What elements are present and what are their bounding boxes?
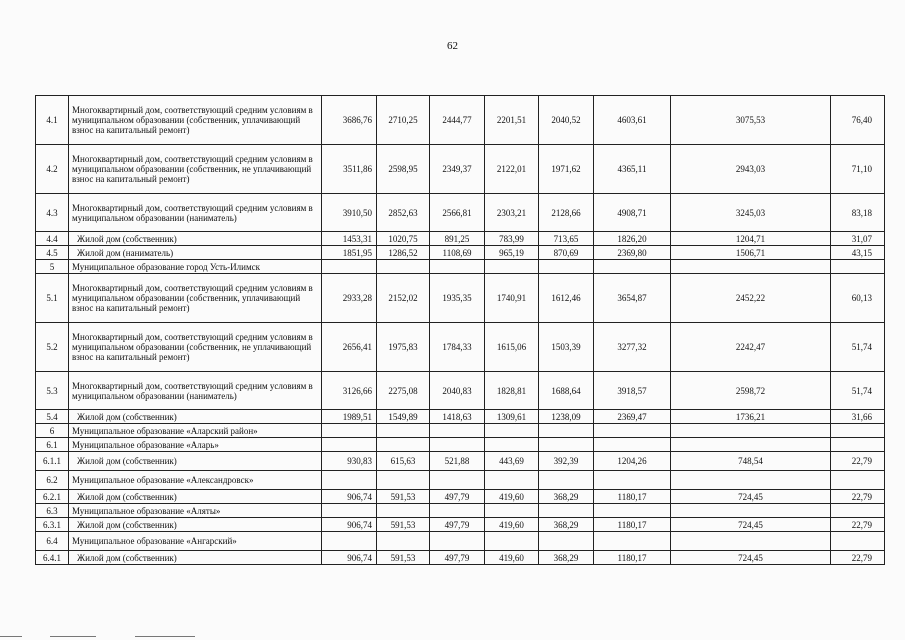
value-cell: 591,53	[377, 551, 430, 565]
value-cell	[322, 532, 377, 551]
value-cell: 724,45	[671, 551, 831, 565]
value-cell: 60,13	[831, 274, 885, 323]
value-cell	[831, 532, 885, 551]
scan-artifact	[50, 636, 96, 637]
row-name: Многоквартирный дом, соответствующий средним условиям в муниципальном образовании (собственник, уплачивающий взнос на капитальный ремонт)	[69, 274, 322, 323]
value-cell: 22,79	[831, 452, 885, 471]
value-cell	[485, 532, 539, 551]
value-cell: 31,07	[831, 232, 885, 246]
value-cell: 419,60	[485, 490, 539, 504]
value-cell: 497,79	[430, 551, 485, 565]
value-cell	[430, 471, 485, 490]
value-cell	[539, 471, 594, 490]
value-cell: 2242,47	[671, 323, 831, 372]
value-cell: 2040,52	[539, 96, 594, 145]
value-cell: 1204,71	[671, 232, 831, 246]
value-cell: 497,79	[430, 518, 485, 532]
table-row	[36, 504, 885, 518]
value-cell: 4908,71	[594, 194, 671, 232]
value-cell	[377, 504, 430, 518]
table-row	[36, 274, 885, 323]
value-cell: 1615,06	[485, 323, 539, 372]
row-code: 5.3	[36, 372, 69, 410]
value-cell: 3277,32	[594, 323, 671, 372]
row-code: 6.1.1	[36, 452, 69, 471]
row-name: Жилой дом (наниматель)	[69, 246, 322, 260]
value-cell: 724,45	[671, 490, 831, 504]
table-row	[36, 551, 885, 565]
row-code: 4.2	[36, 145, 69, 194]
value-cell: 1108,69	[430, 246, 485, 260]
table-row	[36, 260, 885, 274]
value-cell: 2598,72	[671, 372, 831, 410]
table-row	[36, 194, 885, 232]
value-cell: 3686,76	[322, 96, 377, 145]
value-cell: 443,69	[485, 452, 539, 471]
value-cell	[671, 438, 831, 452]
value-cell: 2852,63	[377, 194, 430, 232]
value-cell: 1612,46	[539, 274, 594, 323]
row-name: Муниципальное образование «Ангарский»	[69, 532, 322, 551]
row-code: 4.4	[36, 232, 69, 246]
value-cell	[671, 260, 831, 274]
row-code: 5.1	[36, 274, 69, 323]
value-cell: 1971,62	[539, 145, 594, 194]
table-row	[36, 532, 885, 551]
value-cell	[377, 532, 430, 551]
row-code: 6.1	[36, 438, 69, 452]
value-cell: 2349,37	[430, 145, 485, 194]
value-cell: 2369,47	[594, 410, 671, 424]
row-name: Жилой дом (собственник)	[69, 410, 322, 424]
value-cell: 3511,86	[322, 145, 377, 194]
value-cell	[831, 438, 885, 452]
value-cell: 2598,95	[377, 145, 430, 194]
value-cell: 906,74	[322, 490, 377, 504]
row-name: Муниципальное образование «Аларь»	[69, 438, 322, 452]
value-cell: 930,83	[322, 452, 377, 471]
value-cell	[539, 438, 594, 452]
value-cell: 591,53	[377, 518, 430, 532]
value-cell: 1506,71	[671, 246, 831, 260]
value-cell: 1851,95	[322, 246, 377, 260]
row-code: 5.2	[36, 323, 69, 372]
row-name: Многоквартирный дом, соответствующий средним условиям в муниципальном образовании (собственник, не уплачивающий взнос на капитальный ремонт)	[69, 145, 322, 194]
value-cell: 1740,91	[485, 274, 539, 323]
row-code: 4.1	[36, 96, 69, 145]
value-cell: 1020,75	[377, 232, 430, 246]
value-cell: 368,29	[539, 518, 594, 532]
value-cell	[539, 260, 594, 274]
value-cell: 3245,03	[671, 194, 831, 232]
row-name: Муниципальное образование «Аляты»	[69, 504, 322, 518]
value-cell	[594, 471, 671, 490]
value-cell	[671, 424, 831, 438]
value-cell: 2656,41	[322, 323, 377, 372]
value-cell: 4603,61	[594, 96, 671, 145]
value-cell: 1309,61	[485, 410, 539, 424]
value-cell	[430, 424, 485, 438]
value-cell: 51,74	[831, 372, 885, 410]
value-cell	[831, 424, 885, 438]
value-cell	[594, 532, 671, 551]
page-number: 62	[447, 40, 458, 52]
value-cell: 2933,28	[322, 274, 377, 323]
value-cell: 870,69	[539, 246, 594, 260]
value-cell: 22,79	[831, 490, 885, 504]
table-row	[36, 145, 885, 194]
value-cell: 392,39	[539, 452, 594, 471]
value-cell	[430, 438, 485, 452]
value-cell	[485, 504, 539, 518]
value-cell	[594, 260, 671, 274]
value-cell: 2452,22	[671, 274, 831, 323]
value-cell	[430, 504, 485, 518]
value-cell: 1453,31	[322, 232, 377, 246]
value-cell	[831, 504, 885, 518]
value-cell: 1503,39	[539, 323, 594, 372]
row-name: Муниципальное образование «Александровск»	[69, 471, 322, 490]
value-cell: 497,79	[430, 490, 485, 504]
value-cell: 51,74	[831, 323, 885, 372]
value-cell: 2040,83	[430, 372, 485, 410]
value-cell: 1204,26	[594, 452, 671, 471]
value-cell: 3918,57	[594, 372, 671, 410]
value-cell: 1180,17	[594, 518, 671, 532]
scan-artifact	[0, 636, 22, 637]
value-cell: 2152,02	[377, 274, 430, 323]
table-row	[36, 232, 885, 246]
row-name: Жилой дом (собственник)	[69, 490, 322, 504]
value-cell: 1784,33	[430, 323, 485, 372]
row-name: Многоквартирный дом, соответствующий средним условиям в муниципальном образовании (наниматель)	[69, 372, 322, 410]
row-code: 6.4.1	[36, 551, 69, 565]
value-cell	[539, 504, 594, 518]
value-cell: 591,53	[377, 490, 430, 504]
value-cell	[377, 424, 430, 438]
tariff-table	[35, 95, 885, 565]
value-cell: 783,99	[485, 232, 539, 246]
value-cell	[485, 424, 539, 438]
value-cell: 521,88	[430, 452, 485, 471]
value-cell: 76,40	[831, 96, 885, 145]
value-cell: 1989,51	[322, 410, 377, 424]
value-cell: 1826,20	[594, 232, 671, 246]
value-cell	[322, 260, 377, 274]
value-cell	[322, 471, 377, 490]
value-cell: 1238,09	[539, 410, 594, 424]
value-cell: 1975,83	[377, 323, 430, 372]
value-cell: 71,10	[831, 145, 885, 194]
row-name: Многоквартирный дом, соответствующий средним условиям в муниципальном образовании (собственник, не уплачивающий взнос на капитальный ремонт)	[69, 323, 322, 372]
table-row	[36, 452, 885, 471]
value-cell	[594, 504, 671, 518]
value-cell: 83,18	[831, 194, 885, 232]
value-cell	[594, 438, 671, 452]
table-row	[36, 471, 885, 490]
value-cell	[377, 260, 430, 274]
value-cell: 2128,66	[539, 194, 594, 232]
value-cell: 3654,87	[594, 274, 671, 323]
row-code: 6.3	[36, 504, 69, 518]
table-row	[36, 424, 885, 438]
value-cell: 1180,17	[594, 490, 671, 504]
row-name: Жилой дом (собственник)	[69, 452, 322, 471]
row-name: Муниципальное образование город Усть-Илимск	[69, 260, 322, 274]
value-cell	[594, 424, 671, 438]
row-code: 6.2.1	[36, 490, 69, 504]
value-cell	[322, 424, 377, 438]
value-cell: 419,60	[485, 551, 539, 565]
row-name: Жилой дом (собственник)	[69, 551, 322, 565]
value-cell: 724,45	[671, 518, 831, 532]
value-cell	[322, 504, 377, 518]
value-cell: 22,79	[831, 518, 885, 532]
row-code: 6	[36, 424, 69, 438]
value-cell: 906,74	[322, 551, 377, 565]
value-cell: 2710,25	[377, 96, 430, 145]
value-cell: 906,74	[322, 518, 377, 532]
value-cell	[377, 471, 430, 490]
value-cell	[539, 532, 594, 551]
value-cell: 368,29	[539, 490, 594, 504]
value-cell	[430, 260, 485, 274]
value-cell: 1828,81	[485, 372, 539, 410]
value-cell: 2201,51	[485, 96, 539, 145]
value-cell	[485, 438, 539, 452]
value-cell	[485, 471, 539, 490]
value-cell: 748,54	[671, 452, 831, 471]
value-cell	[671, 504, 831, 518]
value-cell: 2275,08	[377, 372, 430, 410]
table-row	[36, 410, 885, 424]
value-cell: 891,25	[430, 232, 485, 246]
value-cell: 2303,21	[485, 194, 539, 232]
value-cell: 419,60	[485, 518, 539, 532]
value-cell: 2943,03	[671, 145, 831, 194]
table-row	[36, 490, 885, 504]
value-cell: 2122,01	[485, 145, 539, 194]
value-cell: 615,63	[377, 452, 430, 471]
row-code: 6.2	[36, 471, 69, 490]
value-cell: 3126,66	[322, 372, 377, 410]
value-cell: 368,29	[539, 551, 594, 565]
value-cell: 4365,11	[594, 145, 671, 194]
table-row	[36, 323, 885, 372]
value-cell	[322, 438, 377, 452]
value-cell: 22,79	[831, 551, 885, 565]
value-cell: 1180,17	[594, 551, 671, 565]
value-cell	[377, 438, 430, 452]
row-code: 6.3.1	[36, 518, 69, 532]
row-name: Муниципальное образование «Аларский район»	[69, 424, 322, 438]
value-cell: 2444,77	[430, 96, 485, 145]
value-cell: 1935,35	[430, 274, 485, 323]
row-code: 4.5	[36, 246, 69, 260]
value-cell: 2369,80	[594, 246, 671, 260]
value-cell	[485, 260, 539, 274]
value-cell	[430, 532, 485, 551]
value-cell: 1736,21	[671, 410, 831, 424]
value-cell: 965,19	[485, 246, 539, 260]
row-code: 5	[36, 260, 69, 274]
value-cell: 31,66	[831, 410, 885, 424]
table-row	[36, 246, 885, 260]
row-code: 6.4	[36, 532, 69, 551]
value-cell: 713,65	[539, 232, 594, 246]
table-row	[36, 518, 885, 532]
value-cell	[671, 532, 831, 551]
value-cell: 2566,81	[430, 194, 485, 232]
value-cell	[831, 471, 885, 490]
row-name: Жилой дом (собственник)	[69, 518, 322, 532]
value-cell: 1286,52	[377, 246, 430, 260]
row-code: 5.4	[36, 410, 69, 424]
value-cell	[671, 471, 831, 490]
row-code: 4.3	[36, 194, 69, 232]
value-cell: 1549,89	[377, 410, 430, 424]
table-row	[36, 438, 885, 452]
table-row	[36, 372, 885, 410]
scan-artifact	[135, 636, 195, 637]
table-row	[36, 96, 885, 145]
value-cell: 3075,53	[671, 96, 831, 145]
row-name: Жилой дом (собственник)	[69, 232, 322, 246]
value-cell: 1688,64	[539, 372, 594, 410]
value-cell: 43,15	[831, 246, 885, 260]
value-cell: 1418,63	[430, 410, 485, 424]
value-cell	[539, 424, 594, 438]
row-name: Многоквартирный дом, соответствующий средним условиям в муниципальном образовании (собственник, уплачивающий взнос на капитальный ремонт)	[69, 96, 322, 145]
value-cell: 3910,50	[322, 194, 377, 232]
row-name: Многоквартирный дом, соответствующий средним условиям в муниципальном образовании (наниматель)	[69, 194, 322, 232]
value-cell	[831, 260, 885, 274]
